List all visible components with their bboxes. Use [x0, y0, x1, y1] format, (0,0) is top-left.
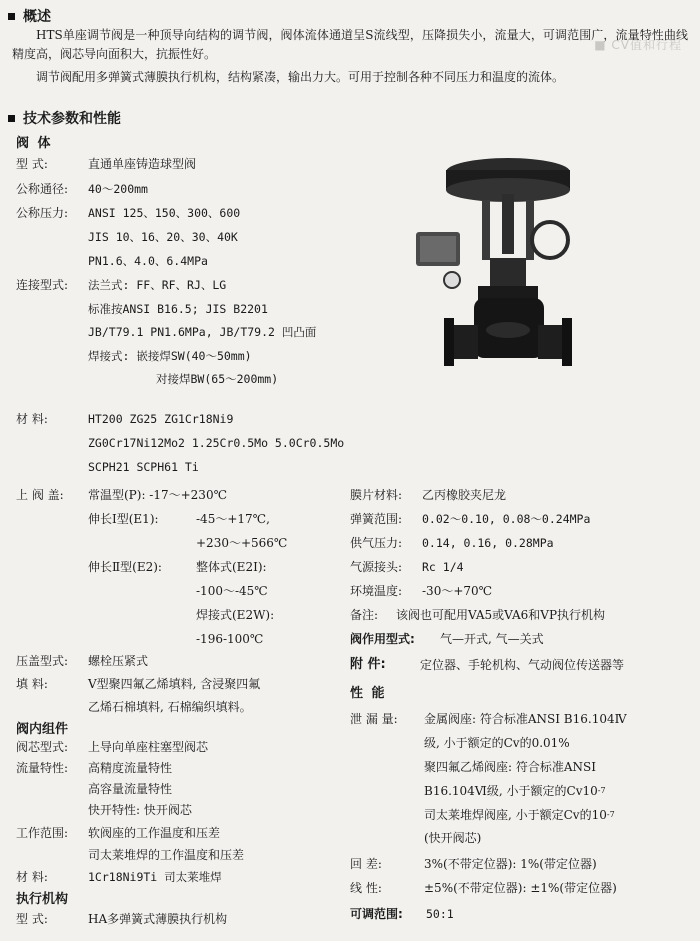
bonnet-e1-row: 伸长Ⅰ型(E1): -45～+17℃, [88, 512, 270, 526]
valve-body-heading: 阀 体 [16, 136, 53, 151]
gland-row: 压盖型式: 螺栓压紧式 [16, 654, 149, 668]
leakage-row: 泄 漏 量: 金属阀座: 符合标准ANSI B16.104Ⅳ [350, 712, 627, 726]
supply-pressure-row: 供气压力: 0.14, 0.16, 0.28MPa [350, 536, 554, 550]
control-valve-photo [408, 150, 588, 400]
bonnet-e2-int-value: -100～-45℃ [196, 584, 268, 598]
bonnet-e2-row: 伸长Ⅱ型(E2): 整体式(E2Ⅰ): [88, 560, 267, 574]
overview-heading: 概述 [8, 6, 51, 26]
body-material-line-2: ZG0Cr17Ni12Mo2 1.25Cr0.5Mo 5.0Cr0.5Mo [88, 436, 345, 450]
leakage-line-3: 聚四氟乙烯阀座: 符合标准ANSI [424, 760, 596, 774]
square-bullet-icon [8, 115, 15, 122]
air-connection-row: 气源接头: Rc 1/4 [350, 560, 464, 574]
body-connection-line-2: 标准按ANSI B16.5; JIS B2201 [88, 302, 268, 316]
body-pn-line-2: JIS 10、16、20、30、40K [88, 230, 238, 244]
packing-line-2: 乙烯石棉填料, 石棉编织填料。 [88, 700, 252, 714]
body-material-line-3: SCPH21 SCPH61 Ti [88, 460, 199, 474]
trim-flow-line-3: 快开特性: 快开阀芯 [88, 803, 192, 817]
performance-heading: 性 能 [350, 686, 387, 701]
diaphragm-row: 膜片材料: 乙丙橡胶夹尼龙 [350, 488, 507, 502]
rangeability-row: 可调范围: 50:1 [350, 907, 454, 921]
ambient-temp-row: 环境温度: -30～+70℃ [350, 584, 493, 598]
bonnet-e2-weld-value: -196-100℃ [196, 632, 264, 646]
body-connection-line-3: JB/T79.1 PN1.6MPa, JB/T79.2 凹凸面 [88, 325, 317, 339]
body-type-row: 型 式: 直通单座铸造球型阀 [16, 157, 197, 171]
body-pn-row: 公称压力: ANSI 125、150、300、600 [16, 206, 241, 220]
body-connection-row: 连接型式: 法兰式: FF、RF、RJ、LG [16, 278, 227, 292]
linearity-row: 线 性: ±5%(不带定位器): ±1%(带定位器) [350, 881, 617, 895]
body-connection-line-5: 对接焊BW(65～200mm) [156, 372, 279, 386]
bleed-through-heading: ■ CV值和行程 [594, 38, 682, 52]
trim-plug-row: 阀芯型式: 上导向单座柱塞型阀芯 [16, 740, 209, 754]
trim-material-row: 材 料: 1Cr18Ni9Ti 司太莱堆焊 [16, 870, 222, 884]
hysteresis-row: 回 差: 3%(不带定位器): 1%(带定位器) [350, 857, 597, 871]
actuator-heading: 执行机构 [16, 892, 69, 907]
packing-row: 填 料: V型聚四氟乙烯填料, 含浸聚四氟 [16, 677, 261, 691]
body-dn-row: 公称通径: 40～200mm [16, 182, 148, 196]
trim-flow-line-2: 高容量流量特性 [88, 782, 173, 796]
leakage-line-4: B16.104Ⅵ级, 小于额定的Cv10 -7 [424, 784, 606, 798]
overview-paragraph-2: 调节阀配用多弹簧式薄膜执行机构，结构紧凑，输出力大。可用于控制各种不同压力和温度的流体。 [36, 70, 565, 84]
overview-paragraph-1: HTS单座调节阀是一种顶导向结构的调节阀，阀体流体通道呈S流线型，压降损失小，流量大，可调范围广，流量特性曲线精度高，阀芯导向面积大，抗振性好。 [12, 28, 688, 61]
trim-range-row: 工作范围: 软阀座的工作温度和压差 [16, 826, 221, 840]
actuator-type-row: 型 式: HA多弹簧式薄膜执行机构 [16, 912, 228, 926]
trim-range-line-2: 司太莱堆焊的工作温度和压差 [88, 848, 245, 862]
bonnet-e1-line-2: +230～+566℃ [196, 536, 288, 550]
body-material-row: 材 料: HT200 ZG25 ZG1Cr18Ni9 [16, 412, 234, 426]
spring-range-row: 弹簧范围: 0.02～0.10, 0.08～0.24MPa [350, 512, 591, 526]
accessories-row: 附 件: 定位器、手轮机构、气动阀位传送器等 [350, 657, 625, 672]
body-connection-line-4: 焊接式: 嵌接焊SW(40～50mm) [88, 349, 252, 363]
action-type-row: 阀作用型式: 气—开式, 气—关式 [350, 632, 544, 646]
leakage-line-2: 级, 小于额定的Cv的0.01% [424, 736, 570, 750]
bonnet-e2-weld: 焊接式(E2W): [196, 608, 275, 622]
trim-flow-row: 流量特性: 高精度流量特性 [16, 761, 173, 775]
leakage-line-5: 司太莱堆焊阀座, 小于额定Cv的10 -7 [424, 808, 615, 822]
square-bullet-icon [8, 13, 15, 20]
trim-heading: 阀内组件 [16, 722, 69, 737]
leakage-line-6: (快开阀芯) [424, 831, 482, 845]
body-pn-line-3: PN1.6、4.0、6.4MPa [88, 254, 208, 268]
bonnet-row: 上 阀 盖: 常温型(P): -17～+230℃ [16, 488, 228, 502]
specs-heading: 技术参数和性能 [8, 108, 121, 128]
note-row: 备注: 该阀也可配用VA5或VA6和VP执行机构 [350, 608, 606, 622]
